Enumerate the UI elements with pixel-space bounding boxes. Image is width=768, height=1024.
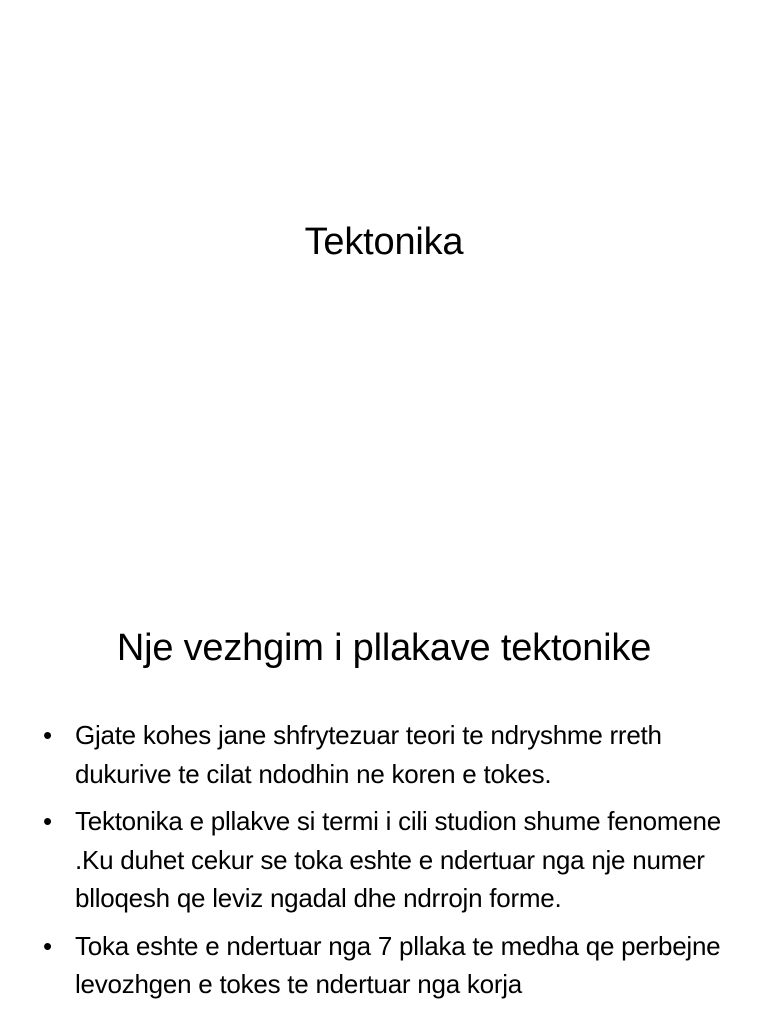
slide-1-title: Tektonika — [304, 221, 464, 263]
bullet-text: Tektonika e pllakve si termi i cili studion shume fenomene .Ku duhet cekur se toka eshte e ndertuar nga nje numer blloqesh qe leviz ngadal dhe ndrrojn forme. — [75, 806, 721, 913]
bullet-item — [38, 802, 738, 918]
bullet-list — [38, 716, 738, 1013]
slide-2 — [0, 576, 768, 1024]
bullet-dot-icon: • — [43, 806, 52, 836]
bullet-text: Gjate kohes jane shfrytezuar teori te ndryshme rreth dukurive te cilat ndodhin ne koren e tokes. — [75, 720, 662, 789]
bullet-item — [38, 716, 738, 793]
bullet-item — [38, 927, 738, 1004]
bullet-dot-icon: • — [43, 930, 52, 961]
bullet-text: Toka eshte e ndertuar nga 7 pllaka te medha qe perbejne levozhgen e tokes te ndertuar nga korja — [75, 930, 721, 999]
bullet-dot-icon: • — [43, 720, 52, 750]
slide-2-title: Nje vezhgim i pllakave tektonike — [116, 627, 652, 669]
